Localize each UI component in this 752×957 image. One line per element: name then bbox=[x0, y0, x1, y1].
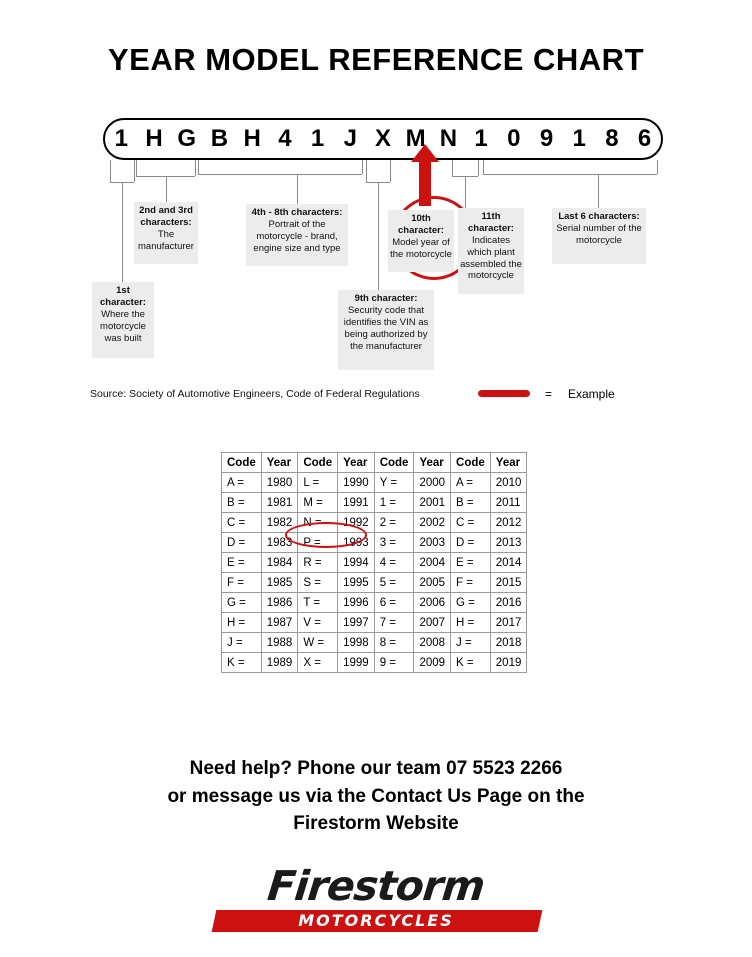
leader-line bbox=[366, 160, 367, 182]
callout-heading: 4th - 8th characters: bbox=[251, 207, 343, 218]
table-cell: 1983 bbox=[261, 533, 298, 553]
table-row bbox=[222, 553, 527, 573]
help-line-3: Firestorm Website bbox=[293, 813, 459, 835]
callout-first-character bbox=[92, 282, 154, 358]
table-cell: M = bbox=[298, 493, 338, 513]
year-code-table bbox=[221, 452, 527, 673]
leader-line bbox=[598, 174, 599, 208]
logo-wordmark: Firestorm bbox=[265, 862, 487, 910]
table-cell: 1989 bbox=[261, 653, 298, 673]
table-cell: 2001 bbox=[414, 493, 451, 513]
table-row bbox=[222, 473, 527, 493]
table-cell: 1990 bbox=[338, 473, 375, 493]
table-cell: 1987 bbox=[261, 613, 298, 633]
table-header-cell: Year bbox=[414, 453, 451, 473]
vin-character-highlighted: M bbox=[405, 125, 426, 152]
callout-body: The manufacturer bbox=[138, 228, 194, 252]
callout-heading: 1st character: bbox=[100, 285, 146, 308]
table-cell: 6 = bbox=[374, 593, 414, 613]
table-cell: 2018 bbox=[490, 633, 527, 653]
table-cell: 1 = bbox=[374, 493, 414, 513]
vin-character: 1 bbox=[114, 125, 129, 152]
vin-character: H bbox=[243, 125, 261, 152]
table-cell: 7 = bbox=[374, 613, 414, 633]
table-cell: 2010 bbox=[490, 473, 527, 493]
table-row bbox=[222, 513, 527, 533]
table-cell: C = bbox=[451, 513, 491, 533]
table-cell: 2019 bbox=[490, 653, 527, 673]
leader-line bbox=[136, 160, 137, 176]
table-cell: V = bbox=[298, 613, 338, 633]
leader-line bbox=[483, 160, 484, 174]
callout-body: Security code that identifies the VIN as being authorized by the manufacturer bbox=[343, 304, 429, 352]
table-cell: 2006 bbox=[414, 593, 451, 613]
table-header-cell: Code bbox=[222, 453, 262, 473]
leader-line bbox=[110, 160, 111, 182]
table-row bbox=[222, 613, 527, 633]
table-cell: P = bbox=[298, 533, 338, 553]
table-cell: 1984 bbox=[261, 553, 298, 573]
table-cell: 2011 bbox=[490, 493, 527, 513]
table-cell: D = bbox=[222, 533, 262, 553]
callout-eleventh-character bbox=[458, 208, 524, 294]
table-cell: 1996 bbox=[338, 593, 375, 613]
table-cell: R = bbox=[298, 553, 338, 573]
callout-heading: 11th character: bbox=[468, 211, 514, 234]
table-cell: G = bbox=[222, 593, 262, 613]
firestorm-logo bbox=[196, 862, 556, 934]
logo-subtitle: MOTORCYCLES bbox=[298, 911, 454, 930]
table-cell: J = bbox=[451, 633, 491, 653]
callout-body: Model year of the motorcycle bbox=[390, 236, 452, 260]
leader-line bbox=[134, 160, 135, 182]
table-cell: 2017 bbox=[490, 613, 527, 633]
table-cell: 2008 bbox=[414, 633, 451, 653]
callout-body: Portrait of the motorcycle - brand, engine size and type bbox=[253, 218, 341, 254]
table-row bbox=[222, 533, 527, 553]
leader-line bbox=[390, 160, 391, 182]
leader-line bbox=[198, 174, 362, 175]
table-cell: X = bbox=[298, 653, 338, 673]
table-header-cell: Year bbox=[490, 453, 527, 473]
callout-heading: 2nd and 3rd characters: bbox=[139, 205, 193, 228]
table-cell: N = bbox=[298, 513, 338, 533]
table-cell: 1985 bbox=[261, 573, 298, 593]
table-header-cell: Code bbox=[451, 453, 491, 473]
table-cell: 8 = bbox=[374, 633, 414, 653]
table-cell: A = bbox=[222, 473, 262, 493]
callout-fourth-eighth-characters bbox=[246, 204, 348, 266]
leader-line bbox=[465, 176, 466, 208]
callout-last-six-characters bbox=[552, 208, 646, 264]
table-header-cell: Year bbox=[261, 453, 298, 473]
callout-heading: 9th character: bbox=[354, 293, 418, 304]
table-header-cell: Code bbox=[298, 453, 338, 473]
table-cell: 1995 bbox=[338, 573, 375, 593]
table-cell: K = bbox=[222, 653, 262, 673]
callout-body: Indicates which plant assembled the motorcycle bbox=[460, 234, 522, 282]
legend-equals: = bbox=[545, 387, 553, 401]
vin-character: 1 bbox=[474, 125, 488, 152]
table-cell: Y = bbox=[374, 473, 414, 493]
table-cell: 1986 bbox=[261, 593, 298, 613]
table-cell: E = bbox=[451, 553, 491, 573]
vin-character: B bbox=[210, 125, 229, 152]
table-cell: T = bbox=[298, 593, 338, 613]
table-cell: 2016 bbox=[490, 593, 527, 613]
vin-character: 9 bbox=[539, 125, 554, 152]
leader-line bbox=[657, 160, 658, 174]
table-cell: S = bbox=[298, 573, 338, 593]
table-cell: D = bbox=[451, 533, 491, 553]
table-cell: 1997 bbox=[338, 613, 375, 633]
table-cell: C = bbox=[222, 513, 262, 533]
table-cell: J = bbox=[222, 633, 262, 653]
vin-character: 8 bbox=[605, 125, 619, 152]
leader-line bbox=[378, 182, 379, 290]
table-cell: 5 = bbox=[374, 573, 414, 593]
vin-character: H bbox=[145, 125, 163, 152]
vin-character: 0 bbox=[507, 125, 521, 152]
table-cell: E = bbox=[222, 553, 262, 573]
table-cell: 2 = bbox=[374, 513, 414, 533]
table-row bbox=[222, 593, 527, 613]
callout-body: Where the motorcycle was built bbox=[100, 308, 146, 344]
table-cell: 1980 bbox=[261, 473, 298, 493]
legend-example-swatch bbox=[478, 390, 530, 397]
table-cell: 2014 bbox=[490, 553, 527, 573]
table-cell: 2005 bbox=[414, 573, 451, 593]
table-cell: 2012 bbox=[490, 513, 527, 533]
leader-line bbox=[452, 160, 453, 176]
vin-character: X bbox=[374, 125, 391, 152]
table-cell: 1991 bbox=[338, 493, 375, 513]
help-line-2: or message us via the Contact Us Page on the bbox=[167, 785, 585, 807]
table-cell: F = bbox=[222, 573, 262, 593]
leader-line bbox=[478, 160, 479, 176]
table-cell: H = bbox=[222, 613, 262, 633]
vin-character: 1 bbox=[572, 125, 586, 152]
table-row bbox=[222, 573, 527, 593]
table-cell: 2004 bbox=[414, 553, 451, 573]
table-cell: 2015 bbox=[490, 573, 527, 593]
leader-line bbox=[195, 160, 196, 176]
table-cell: 1994 bbox=[338, 553, 375, 573]
leader-line bbox=[122, 182, 123, 282]
callout-heading: Last 6 characters: bbox=[558, 211, 640, 222]
legend-label: Example bbox=[568, 387, 615, 401]
table-cell: K = bbox=[451, 653, 491, 673]
vin-character: 6 bbox=[637, 125, 652, 152]
table-cell: W = bbox=[298, 633, 338, 653]
table-cell: G = bbox=[451, 593, 491, 613]
table-cell: 2009 bbox=[414, 653, 451, 673]
table-cell: 4 = bbox=[374, 553, 414, 573]
help-text bbox=[0, 755, 752, 838]
table-cell: 2002 bbox=[414, 513, 451, 533]
table-header-cell: Code bbox=[374, 453, 414, 473]
table-cell: 1999 bbox=[338, 653, 375, 673]
table-cell: 1981 bbox=[261, 493, 298, 513]
table-cell: 3 = bbox=[374, 533, 414, 553]
leader-line bbox=[483, 174, 657, 175]
table-cell: 2013 bbox=[490, 533, 527, 553]
help-line-1: Need help? Phone our team 07 5523 2266 bbox=[189, 758, 563, 779]
table-cell: 2007 bbox=[414, 613, 451, 633]
table-cell: L = bbox=[298, 473, 338, 493]
vin-character: 1 bbox=[310, 125, 325, 152]
callout-heading: 10th character: bbox=[398, 213, 444, 236]
vin-character: J bbox=[343, 125, 357, 152]
callout-tenth-character bbox=[388, 210, 454, 272]
leader-line bbox=[362, 160, 363, 174]
table-cell: 2000 bbox=[414, 473, 451, 493]
vin-character: G bbox=[177, 125, 197, 152]
table-row bbox=[222, 653, 527, 673]
table-cell: B = bbox=[451, 493, 491, 513]
source-note: Source: Society of Automotive Engineers, Code of Federal Regulations bbox=[90, 388, 420, 400]
table-cell: 1992 bbox=[338, 513, 375, 533]
callout-second-third-characters bbox=[134, 202, 198, 264]
vin-character: 4 bbox=[278, 125, 292, 152]
table-cell: A = bbox=[451, 473, 491, 493]
table-row bbox=[222, 493, 527, 513]
callout-body: Serial number of the motorcycle bbox=[556, 222, 642, 246]
leader-line bbox=[198, 160, 199, 174]
callout-ninth-character bbox=[338, 290, 434, 370]
table-cell: 1988 bbox=[261, 633, 298, 653]
table-cell: B = bbox=[222, 493, 262, 513]
table-header-row bbox=[222, 453, 527, 473]
table-cell: 9 = bbox=[374, 653, 414, 673]
table-cell: F = bbox=[451, 573, 491, 593]
leader-line bbox=[166, 176, 167, 202]
vin-display bbox=[103, 118, 663, 160]
table-cell: 2003 bbox=[414, 533, 451, 553]
table-row bbox=[222, 633, 527, 653]
table-cell: 1982 bbox=[261, 513, 298, 533]
vin-character: N bbox=[439, 125, 458, 152]
leader-line bbox=[297, 174, 298, 204]
page-title: YEAR MODEL REFERENCE CHART bbox=[107, 42, 645, 77]
table-cell: H = bbox=[451, 613, 491, 633]
table-header-cell: Year bbox=[338, 453, 375, 473]
table-cell: 1998 bbox=[338, 633, 375, 653]
table-cell: 1993 bbox=[338, 533, 375, 553]
